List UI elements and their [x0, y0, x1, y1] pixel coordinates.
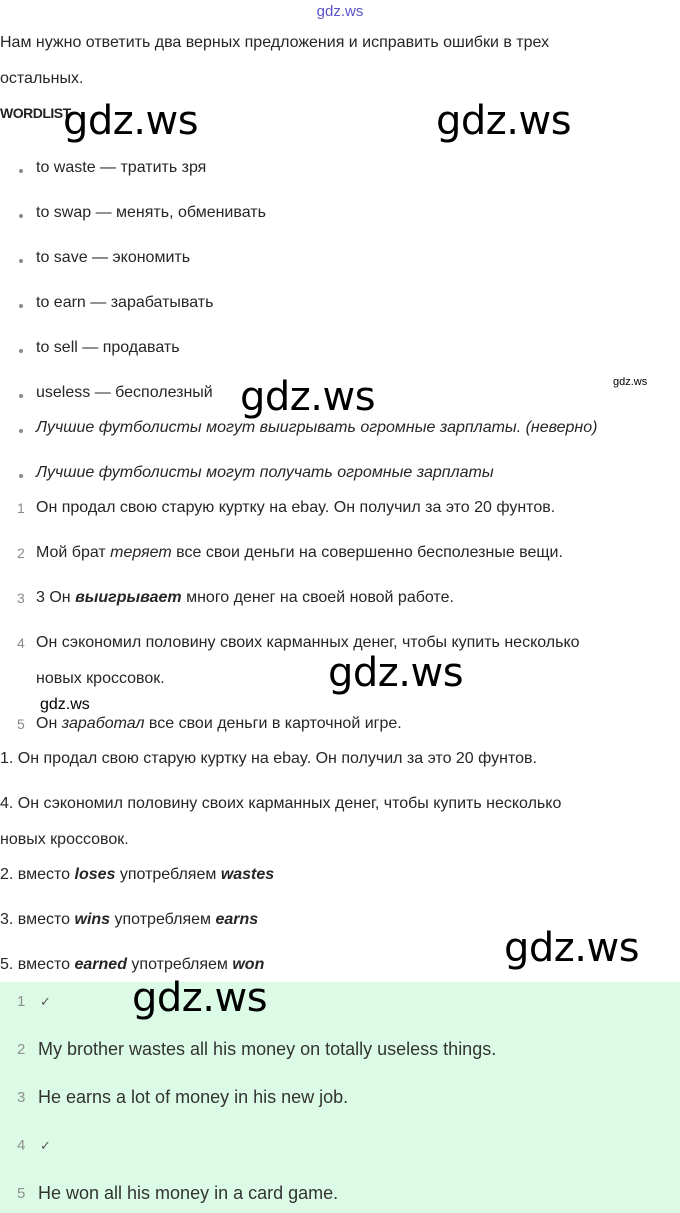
item-number: 1	[17, 500, 25, 516]
wordlist-italic-item: Лучшие футболисты могут получать огромные зарплаты	[36, 464, 494, 481]
fix-5: 5. вместо earned употребляем won	[0, 956, 265, 973]
bullet-dot	[19, 304, 23, 308]
answer-1: 1. Он продал свою старую куртку на ebay. Он получил за это 20 фунтов.	[0, 750, 537, 767]
check-icon: ✓	[40, 1138, 51, 1153]
final-number: 4	[17, 1137, 26, 1154]
bullet-dot	[19, 259, 23, 263]
numbered-item-text: Мой брат теряет все свои деньги на совершенно бесполезные вещи.	[36, 544, 563, 561]
wordlist-heading: WORDLIST	[0, 105, 71, 121]
fix-2: 2. вместо loses употребляем wastes	[0, 866, 275, 883]
wordlist-item: useless — бесполезный	[36, 384, 213, 401]
watermark: gdz.ws	[63, 98, 199, 144]
numbered-item-text: Он сэкономил половину своих карманных денег, чтобы купить несколько	[36, 634, 580, 651]
numbered-item-text: 3 Он выигрывает много денег на своей новой работе.	[36, 589, 454, 606]
final-sentence: My brother wastes all his money on totally useless things.	[38, 1039, 497, 1059]
intro-line-2: остальных.	[0, 70, 84, 87]
wordlist-item: to earn — зарабатывать	[36, 294, 214, 311]
watermark: gdz.ws	[132, 975, 268, 1021]
wordlist-item: to save — экономить	[36, 249, 191, 266]
intro-line-1: Нам нужно ответить два верных предложения и исправить ошибки в трех	[0, 34, 550, 51]
wordlist-item: to waste — тратить зря	[36, 159, 207, 176]
bullet-dot	[19, 169, 23, 173]
answer-4: 4. Он сэкономил половину своих карманных денег, чтобы купить несколько	[0, 795, 562, 812]
header-watermark: gdz.ws	[316, 3, 364, 20]
wordlist-italic-item: Лучшие футболисты могут выигрывать огромные зарплаты. (неверно)	[36, 419, 598, 436]
item-number: 2	[17, 545, 25, 561]
final-number: 5	[17, 1185, 26, 1202]
answer-4-cont: новых кроссовок.	[0, 831, 129, 848]
wordlist-item: to swap — менять, обменивать	[36, 204, 266, 221]
check-icon: ✓	[40, 994, 51, 1009]
watermark: gdz.ws	[328, 650, 464, 696]
numbered-item-text-cont: новых кроссовок.	[36, 670, 165, 687]
final-number: 1	[17, 993, 26, 1010]
bullet-dot	[19, 214, 23, 218]
watermark-small: gdz.ws	[613, 376, 648, 388]
item-number: 4	[17, 635, 25, 651]
bullet-dot	[19, 474, 23, 478]
fix-3: 3. вместо wins употребляем earns	[0, 911, 259, 928]
final-number: 3	[17, 1089, 26, 1106]
item-number: 3	[17, 590, 25, 606]
final-sentence: He earns a lot of money in his new job.	[38, 1087, 349, 1107]
watermark-mid: gdz.ws	[40, 696, 90, 713]
bullet-dot	[19, 349, 23, 353]
watermark: gdz.ws	[436, 98, 572, 144]
watermark: gdz.ws	[504, 925, 640, 971]
bullet-dot	[19, 394, 23, 398]
numbered-item-text: Он заработал все свои деньги в карточной игре.	[36, 715, 402, 732]
numbered-item-text: Он продал свою старую куртку на ebay. Он получил за это 20 фунтов.	[36, 499, 556, 516]
watermark: gdz.ws	[240, 374, 376, 420]
wordlist-item: to sell — продавать	[36, 339, 180, 356]
final-sentence: He won all his money in a card game.	[38, 1183, 339, 1203]
item-number: 5	[17, 716, 25, 732]
final-number: 2	[17, 1041, 26, 1058]
bullet-dot	[19, 429, 23, 433]
